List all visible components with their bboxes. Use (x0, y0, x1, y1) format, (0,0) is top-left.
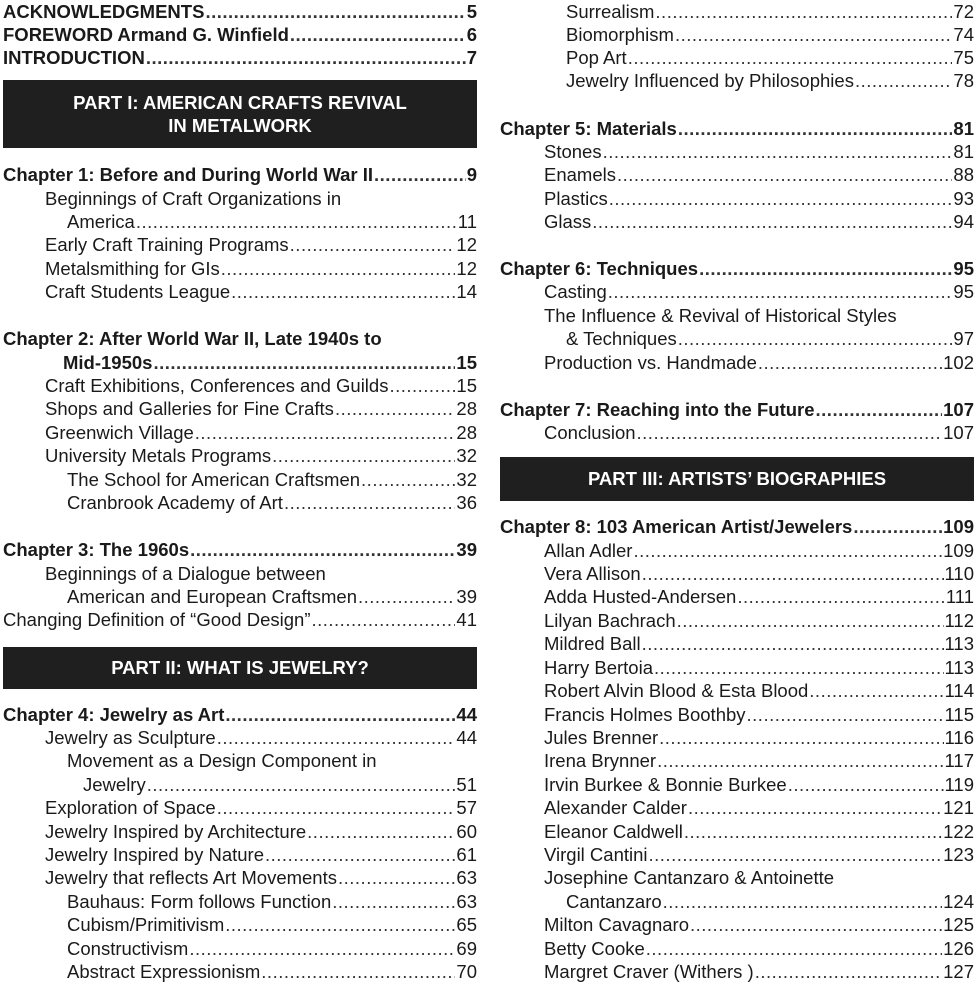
toc-entry-title: Plastics (544, 188, 608, 209)
toc-section-entry[interactable] (500, 773, 974, 797)
toc-section-entry[interactable] (3, 562, 477, 586)
toc-entry-title: INTRODUCTION (3, 47, 145, 68)
toc-entry-title: Cranbrook Academy of Art (67, 492, 283, 513)
toc-page-number: 32 (456, 445, 477, 466)
toc-section-entry[interactable] (3, 960, 477, 984)
dot-leader (678, 327, 953, 351)
toc-entry-title: Eleanor Caldwell (544, 821, 683, 842)
toc-page-number: 116 (944, 727, 974, 748)
toc-entry-title: Exploration of Space (45, 797, 216, 818)
toc-entry-title: Production vs. Handmade (544, 352, 757, 373)
toc-entry-title: ACKNOWLEDGMENTS (3, 1, 205, 22)
toc-section-entry[interactable] (500, 280, 974, 304)
toc-entry-title: Harry Bertoia (544, 657, 653, 678)
toc-chapter-entry[interactable] (3, 23, 477, 47)
toc-entry-title: Jewelry Influenced by Philosophies (566, 70, 854, 91)
toc-section-entry[interactable] (3, 937, 477, 961)
toc-section-entry[interactable] (3, 820, 477, 844)
toc-entry-title: Jewelry (83, 774, 146, 795)
toc-page-number: 44 (456, 704, 477, 725)
dot-leader (758, 351, 942, 375)
dot-leader (678, 117, 953, 141)
dot-leader (261, 960, 455, 984)
toc-page-number: 28 (456, 422, 477, 443)
toc-page-number: 5 (466, 1, 477, 22)
dot-leader (809, 679, 943, 703)
toc-entry-title: Francis Holmes Boothby (544, 704, 746, 725)
toc-section-entry[interactable] (500, 210, 974, 234)
toc-entry-title: Chapter 8: 103 American Artist/Jewelers (500, 516, 853, 537)
dot-leader (617, 163, 952, 187)
toc-page-number: 109 (943, 516, 974, 537)
toc-page-number: 81 (953, 118, 974, 139)
toc-section-entry[interactable] (3, 468, 477, 492)
toc-page-number: 65 (456, 914, 477, 935)
toc-entry-title: The School for American Craftsmen (67, 469, 361, 490)
toc-section-entry[interactable] (3, 233, 477, 257)
toc-entry-title: Chapter 2: After World War II, Late 1940s to (3, 328, 382, 349)
toc-page-number: 124 (943, 891, 974, 912)
dot-leader (221, 257, 456, 281)
toc-chapter-entry[interactable] (3, 0, 477, 24)
toc-chapter-entry[interactable] (3, 538, 477, 562)
dot-leader (633, 539, 942, 563)
toc-page-number: 95 (953, 281, 974, 302)
toc-section-entry[interactable] (500, 187, 974, 211)
dot-leader (649, 843, 943, 867)
toc-page-number: 41 (456, 609, 477, 630)
toc-entry-title: Margret Craver (Withers ) (544, 961, 754, 982)
toc-page-number: 39 (456, 539, 477, 560)
toc-section-entry[interactable] (500, 749, 974, 773)
toc-section-entry[interactable] (3, 444, 477, 468)
dot-leader (684, 820, 942, 844)
toc-section-entry[interactable] (3, 374, 477, 398)
dot-leader (609, 187, 953, 211)
toc-entry-title: Enamels (544, 164, 616, 185)
dot-leader (136, 210, 457, 234)
toc-page-number: 94 (953, 211, 974, 232)
toc-page-number: 11 (457, 211, 477, 232)
toc-page-number: 63 (456, 891, 477, 912)
part-heading-line: PART III: ARTISTS’ BIOGRAPHIES (587, 468, 887, 490)
toc-chapter-entry[interactable] (3, 163, 477, 187)
toc-chapter-entry[interactable] (3, 703, 477, 727)
toc-section-entry[interactable] (500, 679, 974, 703)
toc-page-number: 102 (943, 352, 974, 373)
toc-entry-title: & Techniques (566, 328, 677, 349)
toc-page-number: 126 (943, 938, 974, 959)
dot-leader (205, 0, 465, 24)
toc-section-entry[interactable] (500, 585, 974, 609)
toc-page-number: 75 (953, 47, 974, 68)
toc-page-number: 36 (456, 492, 477, 513)
toc-section-entry[interactable] (3, 726, 477, 750)
toc-entry-title: Pop Art (566, 47, 627, 68)
dot-leader (153, 351, 455, 375)
part-heading-line: IN METALWORK (168, 115, 312, 136)
toc-entry-title: Allan Adler (544, 540, 633, 561)
toc-entry-title: Jules Brenner (544, 727, 659, 748)
toc-page-number: 123 (943, 844, 974, 865)
toc-entry-title: Mildred Ball (544, 633, 641, 654)
toc-section-entry[interactable] (3, 280, 477, 304)
toc-entry-title: The Influence & Revival of Historical Styles (544, 305, 897, 326)
toc-section-entry[interactable] (500, 163, 974, 187)
dot-leader (358, 585, 455, 609)
toc-section-entry[interactable] (500, 960, 974, 984)
toc-page-number: 125 (943, 914, 974, 935)
dot-leader (608, 280, 953, 304)
dot-leader (361, 468, 455, 492)
toc-entry-title: Greenwich Village (45, 422, 194, 443)
toc-section-entry[interactable] (500, 843, 974, 867)
toc-entry-title: Changing Definition of “Good Design” (3, 609, 311, 630)
part-heading-band (500, 457, 974, 501)
toc-entry-title: Alexander Calder (544, 797, 687, 818)
toc-entry-title: Robert Alvin Blood & Esta Blood (544, 680, 809, 701)
toc-entry-title: Movement as a Design Component in (67, 750, 377, 771)
toc-entry-title: Surrealism (566, 1, 655, 22)
dot-leader (853, 515, 942, 539)
dot-leader (677, 609, 944, 633)
toc-page-number: 74 (953, 24, 974, 45)
part-heading-band (3, 80, 477, 148)
toc-section-entry[interactable] (500, 866, 974, 890)
toc-page-number: 39 (456, 586, 477, 607)
dot-leader (642, 562, 944, 586)
toc-page-number: 28 (456, 398, 477, 419)
dot-leader (816, 398, 943, 422)
toc-entry-title: Craft Exhibitions, Conferences and Guilds (45, 375, 389, 396)
dot-leader (189, 937, 455, 961)
toc-page-number: 107 (943, 399, 974, 420)
toc-entry-title: Constructivism (67, 938, 189, 959)
toc-entry-title: Stones (544, 141, 602, 162)
dot-leader (374, 163, 466, 187)
toc-entry-title: Metalsmithing for GIs (45, 258, 220, 279)
toc-page-number: 112 (944, 610, 974, 631)
toc-entry-title: Irena Brynner (544, 750, 657, 771)
toc-entry-title: Cubism/Primitivism (67, 914, 225, 935)
dot-leader (290, 23, 466, 47)
dot-leader (657, 749, 943, 773)
toc-page-number: 7 (466, 47, 477, 68)
toc-section-entry[interactable] (500, 140, 974, 164)
toc-page-number: 72 (953, 1, 974, 22)
toc-page-number: 111 (945, 586, 974, 607)
toc-chapter-entry[interactable] (3, 327, 477, 351)
dot-leader (335, 397, 455, 421)
dot-leader (195, 421, 456, 445)
dot-leader (788, 773, 944, 797)
toc-page-number: 95 (953, 258, 974, 279)
toc-entry-title: Chapter 5: Materials (500, 118, 677, 139)
dot-leader (646, 937, 942, 961)
toc-page-number: 122 (943, 821, 974, 842)
toc-section-entry[interactable] (500, 796, 974, 820)
toc-section-entry[interactable] (500, 890, 974, 914)
toc-entry-title: Adda Husted-Andersen (544, 586, 737, 607)
toc-entry-title: Jewelry Inspired by Nature (45, 844, 265, 865)
toc-entry-title: Irvin Burkee & Bonnie Burkee (544, 774, 787, 795)
toc-page-number: 12 (456, 258, 477, 279)
toc-page-number: 93 (953, 188, 974, 209)
toc-page-number: 117 (944, 750, 974, 771)
toc-section-entry[interactable] (3, 257, 477, 281)
part-heading-band (3, 647, 477, 689)
dot-leader (290, 233, 456, 257)
toc-page-number: 61 (456, 844, 477, 865)
toc-page-number: 115 (944, 704, 974, 725)
dot-leader (655, 0, 952, 24)
toc-page-number: 51 (456, 774, 477, 795)
toc-section-entry[interactable] (3, 866, 477, 890)
part-heading-line: PART I: AMERICAN CRAFTS REVIVAL (73, 91, 407, 113)
toc-section-entry[interactable] (500, 23, 974, 47)
toc-section-entry[interactable] (3, 421, 477, 445)
toc-entry-title: Chapter 4: Jewelry as Art (3, 704, 225, 725)
toc-entry-title: America (67, 211, 135, 232)
toc-section-entry[interactable] (500, 0, 974, 24)
toc-section-entry[interactable] (3, 608, 477, 632)
toc-page-number: 107 (943, 422, 974, 443)
toc-entry-title: Lilyan Bachrach (544, 610, 676, 631)
toc-entry-title: Chapter 7: Reaching into the Future (500, 399, 815, 420)
toc-entry-title: Betty Cooke (544, 938, 645, 959)
dot-leader (225, 913, 455, 937)
dot-leader (747, 703, 944, 727)
toc-entry-title: Casting (544, 281, 607, 302)
toc-section-entry[interactable] (3, 210, 477, 234)
dot-leader (338, 866, 455, 890)
toc-entry-title: Milton Cavagnaro (544, 914, 689, 935)
toc-entry-title: FOREWORD Armand G. Winfield (3, 24, 289, 45)
dot-leader (737, 585, 945, 609)
toc-section-entry[interactable] (3, 187, 477, 211)
dot-leader (755, 960, 942, 984)
toc-page-number: 6 (466, 24, 477, 45)
dot-leader (190, 538, 455, 562)
toc-entry-title: Abstract Expressionism (67, 961, 261, 982)
toc-page-number: 9 (466, 164, 477, 185)
toc-section-entry[interactable] (500, 913, 974, 937)
toc-page-number: 113 (944, 633, 974, 654)
toc-entry-title: Chapter 1: Before and During World War II (3, 164, 374, 185)
toc-section-entry[interactable] (3, 843, 477, 867)
dot-leader (332, 890, 455, 914)
toc-page-number: 119 (944, 774, 974, 795)
toc-entry-title: Chapter 6: Techniques (500, 258, 699, 279)
toc-page-number: 14 (456, 281, 477, 302)
toc-chapter-entry[interactable] (3, 46, 477, 70)
dot-leader (699, 257, 952, 281)
toc-section-entry[interactable] (500, 69, 974, 93)
toc-entry-title: Josephine Cantanzaro & Antoinette (544, 867, 835, 888)
dot-leader (265, 843, 455, 867)
dot-leader (642, 632, 944, 656)
dot-leader (688, 796, 942, 820)
toc-chapter-entry[interactable] (3, 351, 477, 375)
toc-page-number: 57 (456, 797, 477, 818)
toc-entry-title: Cantanzaro (566, 891, 662, 912)
toc-section-entry[interactable] (500, 820, 974, 844)
toc-section-entry[interactable] (3, 397, 477, 421)
toc-chapter-entry[interactable] (500, 257, 974, 281)
toc-entry-title: American and European Craftsmen (67, 586, 357, 607)
toc-page-number: 60 (456, 821, 477, 842)
toc-entry-title: Jewelry Inspired by Architecture (45, 821, 307, 842)
dot-leader (146, 46, 466, 70)
dot-leader (307, 820, 455, 844)
toc-entry-title: Craft Students League (45, 281, 231, 302)
toc-chapter-entry[interactable] (500, 117, 974, 141)
toc-entry-title: Beginnings of Craft Organizations in (45, 188, 342, 209)
dot-leader (217, 726, 456, 750)
toc-section-entry[interactable] (500, 656, 974, 680)
toc-entry-title: Early Craft Training Programs (45, 234, 289, 255)
toc-page-number: 69 (456, 938, 477, 959)
toc-page-number: 12 (456, 234, 477, 255)
dot-leader (659, 726, 943, 750)
toc-page-number: 32 (456, 469, 477, 490)
toc-entry-title: Mid-1950s (63, 352, 153, 373)
toc-section-entry[interactable] (3, 773, 477, 797)
toc-page-number: 15 (456, 352, 477, 373)
toc-section-entry[interactable] (500, 632, 974, 656)
dot-leader (603, 140, 953, 164)
dot-leader (272, 444, 455, 468)
toc-page-number: 44 (456, 727, 477, 748)
toc-page-number: 127 (943, 961, 974, 982)
dot-leader (628, 46, 953, 70)
dot-leader (389, 374, 455, 398)
dot-leader (592, 210, 952, 234)
toc-page-number: 63 (456, 867, 477, 888)
toc-entry-title: University Metals Programs (45, 445, 272, 466)
toc-section-entry[interactable] (500, 562, 974, 586)
toc-page-number: 114 (944, 680, 974, 701)
toc-entry-title: Jewelry as Sculpture (45, 727, 216, 748)
part-heading-line: PART II: WHAT IS JEWELRY? (111, 657, 369, 679)
toc-page-number: 109 (943, 540, 974, 561)
toc-section-entry[interactable] (3, 796, 477, 820)
toc-section-entry[interactable] (500, 726, 974, 750)
toc-page-number: 121 (943, 797, 974, 818)
dot-leader (637, 421, 943, 445)
dot-leader (690, 913, 942, 937)
dot-leader (663, 890, 942, 914)
toc-section-entry[interactable] (500, 421, 974, 445)
toc-section-entry[interactable] (500, 539, 974, 563)
toc-section-entry[interactable] (500, 937, 974, 961)
toc-section-entry[interactable] (500, 703, 974, 727)
toc-entry-title: Beginnings of a Dialogue between (45, 563, 326, 584)
toc-section-entry[interactable] (500, 351, 974, 375)
toc-page-number: 15 (456, 375, 477, 396)
toc-entry-title: Shops and Galleries for Fine Crafts (45, 398, 334, 419)
toc-entry-title: Glass (544, 211, 592, 232)
toc-section-entry[interactable] (3, 585, 477, 609)
toc-page-number: 113 (944, 657, 974, 678)
toc-entry-title: Chapter 3: The 1960s (3, 539, 190, 560)
dot-leader (675, 23, 952, 47)
toc-page-number: 97 (953, 328, 974, 349)
dot-leader (217, 796, 456, 820)
toc-section-entry[interactable] (3, 913, 477, 937)
dot-leader (231, 280, 455, 304)
toc-page-number: 110 (944, 563, 974, 584)
toc-section-entry[interactable] (500, 46, 974, 70)
dot-leader (654, 656, 944, 680)
toc-page-number: 70 (456, 961, 477, 982)
toc-section-entry[interactable] (3, 491, 477, 515)
dot-leader (147, 773, 456, 797)
toc-page-number: 78 (953, 70, 974, 91)
toc-page-number: 88 (953, 164, 974, 185)
toc-chapter-entry[interactable] (500, 398, 974, 422)
toc-entry-title: Virgil Cantini (544, 844, 648, 865)
toc-entry-title: Vera Allison (544, 563, 641, 584)
dot-leader (311, 608, 455, 632)
dot-leader (225, 703, 455, 727)
toc-section-entry[interactable] (3, 890, 477, 914)
toc-section-entry[interactable] (500, 304, 974, 328)
dot-leader (284, 491, 455, 515)
toc-section-entry[interactable] (500, 609, 974, 633)
toc-page-number: 81 (953, 141, 974, 162)
toc-entry-title: Jewelry that reflects Art Movements (45, 867, 337, 888)
toc-section-entry[interactable] (3, 749, 477, 773)
toc-entry-title: Conclusion (544, 422, 636, 443)
toc-entry-title: Bauhaus: Form follows Function (67, 891, 332, 912)
toc-chapter-entry[interactable] (500, 515, 974, 539)
dot-leader (855, 69, 952, 93)
toc-section-entry[interactable] (500, 327, 974, 351)
toc-entry-title: Biomorphism (566, 24, 674, 45)
